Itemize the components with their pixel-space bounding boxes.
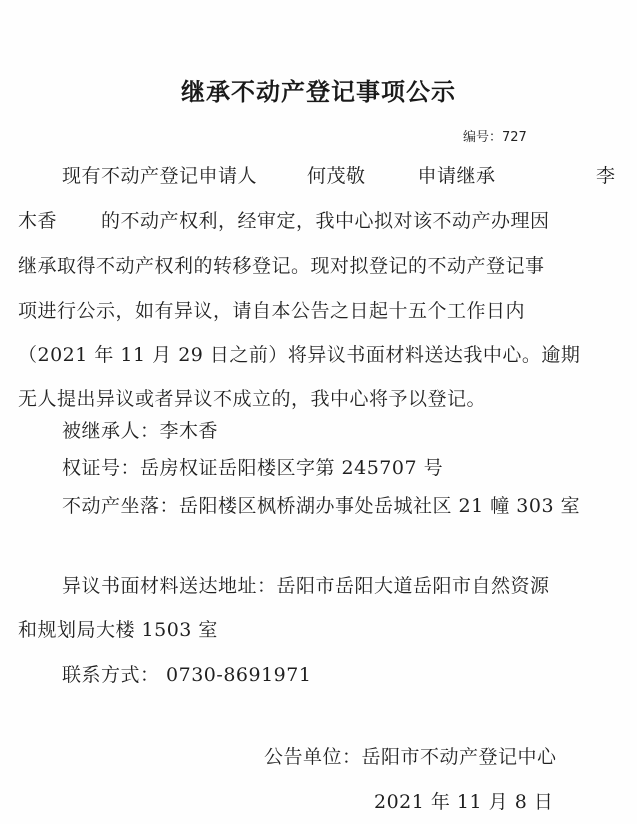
paragraph-line-1-end: 李	[596, 165, 616, 187]
certificate-line: 权证号：岳房权证岳阳楼区字第 245707 号	[62, 457, 444, 479]
contact-line: 联系方式： 0730-8691971	[62, 664, 312, 686]
heir-line: 被继承人：李木香	[62, 420, 219, 442]
paragraph-line-2	[18, 206, 550, 233]
deceased-name-part: 木香	[18, 210, 58, 232]
paragraph-line-6: 无人提出异议或者异议不成立的，我中心将予以登记。	[18, 388, 487, 410]
applicant-intro: 现有不动产登记申请人	[62, 165, 258, 187]
location-line: 不动产坐落：岳阳楼区枫桥湖办事处岳城社区 21 幢 303 室	[62, 495, 581, 517]
paragraph-line-1	[62, 161, 496, 188]
document-title: 继承不动产登记事项公示	[181, 78, 456, 106]
inherit-phrase: 申请继承	[417, 165, 496, 187]
issuer-line: 公告单位：岳阳市不动产登记中心	[264, 746, 557, 768]
paragraph-line-5: （2021 年 11 月 29 日之前）将异议书面材料送达我中心。逾期	[18, 344, 581, 366]
applicant-name: 何茂敬	[307, 165, 366, 187]
serial-number: 编号：727	[463, 130, 527, 145]
objection-address-line-1: 异议书面材料送达地址：岳阳市岳阳大道岳阳市自然资源	[62, 575, 550, 597]
objection-address-line-2: 和规划局大楼 1503 室	[18, 619, 218, 641]
issue-date: 2021 年 11 月 8 日	[374, 791, 554, 813]
rights-text: 的不动产权利，经审定，我中心拟对该不动产办理因	[101, 210, 550, 232]
paragraph-line-4: 项进行公示，如有异议，请自本公告之日起十五个工作日内	[18, 300, 526, 322]
paragraph-line-3: 继承取得不动产权利的转移登记。现对拟登记的不动产登记事	[18, 255, 545, 277]
